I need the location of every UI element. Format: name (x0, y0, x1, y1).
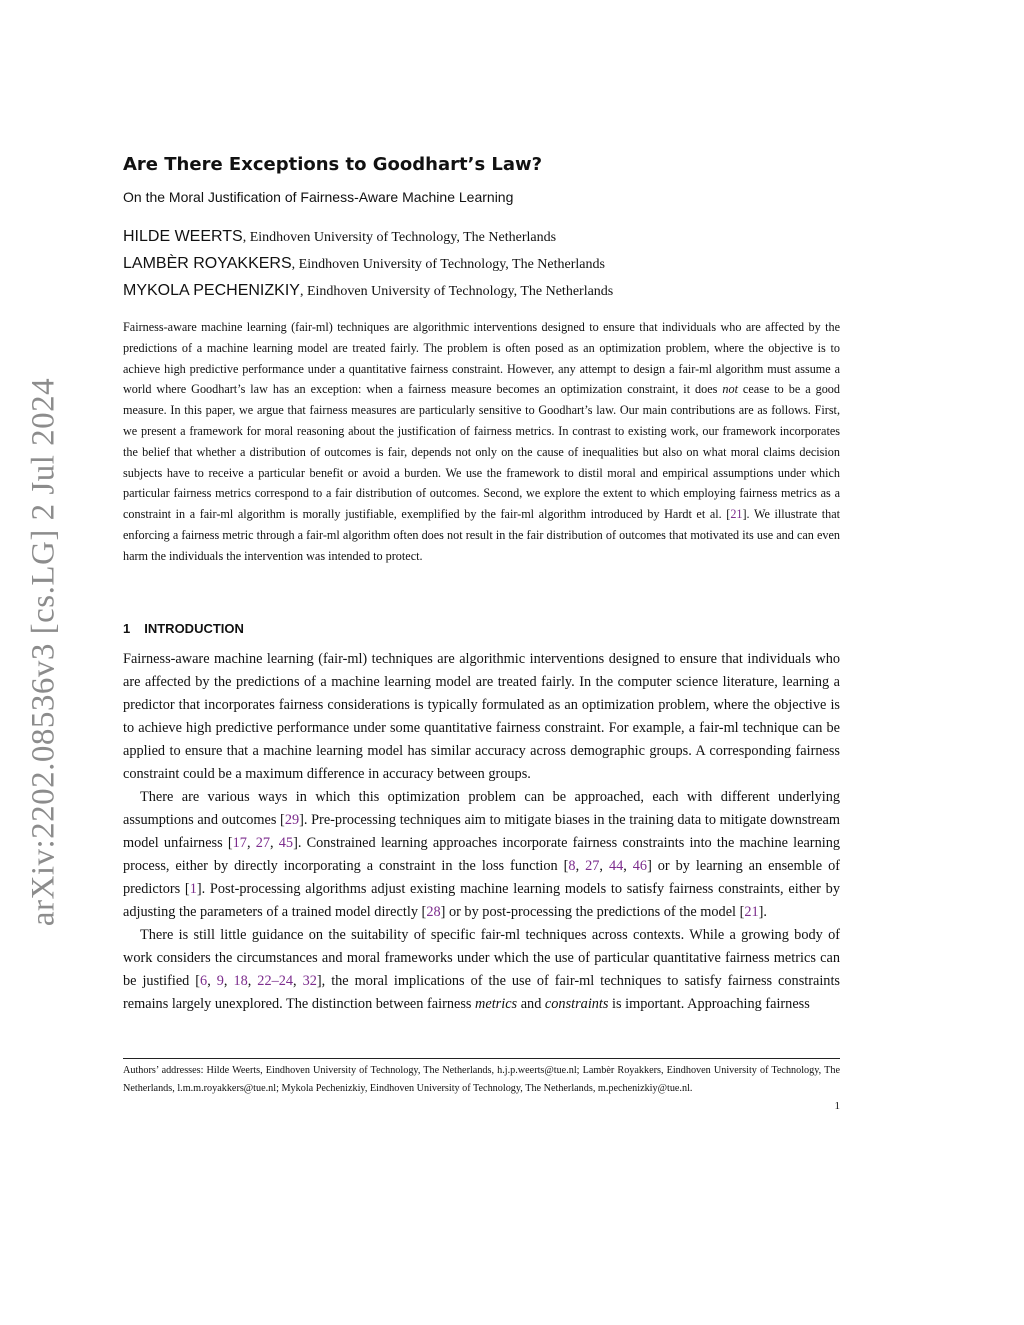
citation-link[interactable]: 29 (284, 812, 300, 828)
author-name: HILDE WEERTS (123, 228, 243, 245)
page-number: 1 (834, 1100, 840, 1112)
citation-link[interactable]: 21 (730, 507, 743, 522)
citation-link[interactable]: 45 (278, 835, 294, 851)
citation-link[interactable]: 28 (426, 904, 441, 920)
paper-title: Are There Exceptions to Goodhart’s Law? (123, 154, 543, 175)
citation-link[interactable]: 6 (200, 973, 208, 989)
citation-link[interactable]: 18 (233, 973, 248, 989)
footnote-divider (123, 1058, 840, 1059)
section-title: INTRODUCTION (144, 621, 244, 636)
author-affiliation: , Eindhoven University of Technology, The Netherlands (299, 284, 614, 299)
author-name: LAMBÈR ROYAKKERS (123, 255, 292, 272)
citation-link[interactable]: 46 (632, 858, 648, 874)
citation-link[interactable]: 21 (744, 904, 759, 920)
paragraph: There is still little guidance on the suitability of specific fair-ml techniques across contexts. While a growing body of work considers the circumstances and moral frameworks under which the use of particular quantitative fairness metrics can be justified [6, 9, 18, 22–24, 32], the moral implications of the use of fair-ml techniques to satisfy fairness constraints remains largely unexplored. The distinction between fairness metrics and constraints is important. Approaching fairness (123, 927, 840, 1012)
citation-link[interactable]: 27 (585, 858, 600, 874)
introduction-body (123, 648, 840, 1016)
author-line (123, 255, 605, 273)
citation-link[interactable]: 22–24 (257, 973, 294, 989)
author-name: MYKOLA PECHENIZKIY (123, 282, 300, 299)
citation-link[interactable]: 1 (189, 881, 197, 897)
arxiv-identifier-text: arXiv:2202.08536v3 [cs.LG] 2 Jul 2024 (25, 377, 62, 927)
author-affiliation: , Eindhoven University of Technology, The Netherlands (242, 230, 557, 245)
author-line (123, 228, 556, 246)
author-line (123, 282, 613, 300)
author-affiliation: , Eindhoven University of Technology, The Netherlands (291, 257, 605, 272)
citation-link[interactable]: 9 (216, 973, 224, 989)
section-number: 1 (123, 621, 131, 636)
section-heading (123, 621, 244, 636)
citation-link[interactable]: 44 (608, 858, 624, 874)
paragraph: Fairness-aware machine learning (fair-ml) techniques are algorithmic interventions designed to ensure that individuals who are affected by the predictions of a machine learning model are treated fairly. In the computer science literature, learning a predictor that incorporates fairness considerations is typically formulated as an optimization problem, where the objective is to achieve high predictive performance under some quantitative fairness constraint. For example, a fair-ml technique can be applied to ensure that a machine learning model has similar accuracy across demographic groups. A corresponding fairness constraint could be a maximum difference in accuracy between groups. (123, 651, 840, 782)
citation-link[interactable]: 27 (255, 835, 270, 851)
paragraph: There are various ways in which this optimization problem can be approached, each with different underlying assumptions and outcomes [29]. Pre-processing techniques aim to mitigate biases in the training data to mitigate downstream model unfairness [17, 27, 45]. Constrained learning approaches incorporate fairness constraints into the machine learning process, either by directly incorporating a constraint in the loss function [8, 27, 44, 46] or by learning an ensemble of predictors [1]. Post-processing algorithms adjust existing machine learning models to satisfy fairness constraints, either by adjusting the parameters of a trained model directly [28] or by post-processing the predictions of the model [21]. (123, 789, 840, 920)
citation-link[interactable]: 17 (232, 835, 247, 851)
citation-link[interactable]: 8 (568, 858, 576, 874)
paper-subtitle: On the Moral Justification of Fairness-Aware Machine Learning (123, 189, 514, 205)
citation-link[interactable]: 32 (302, 973, 317, 989)
abstract: Fairness-aware machine learning (fair-ml) techniques are algorithmic interventions designed to ensure that individuals who are affected by the predictions of a machine learning model are treated fairly. The problem is often posed as an optimization problem, where the objective is to achieve high predictive performance under a quantitative fairness constraint. However, any attempt to design a fair-ml algorithm must assume a world where Goodhart’s law has an exception: when a fairness measure becomes an optimization constraint, it does not cease to be a good measure. In this paper, we argue that fairness measures are particularly sensitive to Goodhart’s law. Our main contributions are as follows. First, we present a framework for moral reasoning about the justification of fairness metrics. In contrast to existing work, our framework incorporates the belief that whether a distribution of outcomes is fair, depends not only on the cause of inequalities but also on what moral claims decision subjects have to receive a particular benefit or avoid a burden. We use the framework to distil moral and empirical assumptions under which particular fairness metrics correspond to a fair distribution of outcomes. Second, we explore the extent to which employing fairness metrics as a constraint in a fair-ml algorithm is morally justifiable, exemplified by the fair-ml algorithm introduced by Hardt et al. [21]. We illustrate that enforcing a fairness metric through a fair-ml algorithm often does not result in the fair distribution of outcomes that motivated its use and can even harm the individuals the intervention was intended to protect. (123, 320, 840, 563)
authors-addresses-footnote: Authors’ addresses: Hilde Weerts, Eindhoven University of Technology, The Netherlands, h.j.p.weerts@tue.nl; Lambèr Royakkers, Eindhoven University of Technology, The Netherlands, l.m.m.royakkers@tue.nl; Mykola Pechenizkiy, Eindhoven University of Technology, The Netherlands, m.pechenizkiy@tue.nl. (123, 1065, 840, 1094)
